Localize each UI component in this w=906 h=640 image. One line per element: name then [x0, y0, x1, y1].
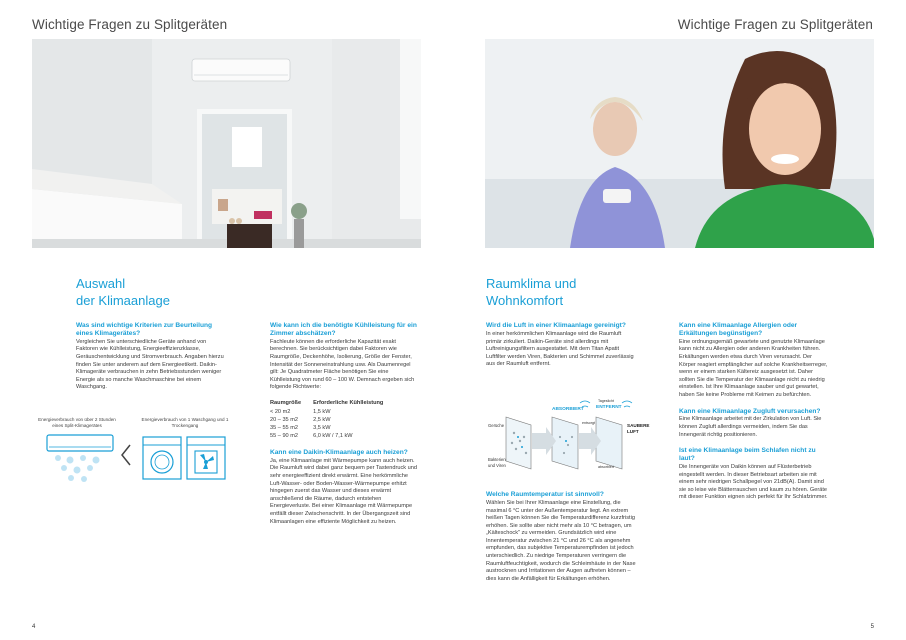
filter-label-absorbiert-small: absorbiert — [598, 465, 614, 469]
answer-criteria: Vergleichen Sie unterschiedliche Geräte anhand von Faktoren wie Kühlleistung, Energieeffizienzklasse, Geräuschentwicklung und Stromverbrauch. Angaben hierzu finden Sie unter anderem auf dem Energieetikett. Daikin-Klimageräte verbrauchen in zehn Betriebsstunden weniger Energie als so manche Waschmaschine bei einem Waschgang. — [76, 338, 224, 391]
less-than-icon — [122, 445, 130, 465]
table-header-power: Erforderliche Kühlleistung — [313, 399, 384, 406]
table-cell-power: 3,5 kW — [313, 424, 331, 431]
right-section-title-line1: Raumklima und — [486, 276, 577, 291]
left-section-title — [76, 276, 236, 309]
energy-label-washer: Energieverbrauch von 1 Waschgang und 1 Trockengang — [141, 417, 229, 428]
left-section-title-line2: der Klimaanlage — [76, 292, 170, 308]
energy-label-split: Energieverbrauch von über 2 Stunden eines Split-Klimagerätes — [38, 417, 116, 428]
question-air-cleaning: Wird die Luft in einer Klimaanlage gereinigt? — [486, 322, 626, 329]
dryer-icon — [187, 437, 225, 479]
left-header-title: Wichtige Fragen zu Splitgeräten — [32, 17, 228, 32]
question-room-temperature: Welche Raumtemperatur ist sinnvoll? — [486, 491, 604, 498]
table-row — [270, 433, 395, 441]
table-row — [270, 409, 395, 417]
question-allergies: Kann eine Klimaanlage Allergien oder Erkältungen begünstigen? — [679, 322, 798, 337]
question-cooling-capacity: Wie kann ich die benötigte Kühlleistung für ein Zimmer abschätzen? — [270, 322, 417, 337]
people-illustration — [485, 39, 874, 248]
filter-panel-1 — [506, 417, 531, 469]
left-section-title-line1: Auswahl — [76, 276, 126, 291]
right-page — [453, 0, 906, 640]
energy-icons — [33, 431, 233, 491]
question-sleep-noise: Ist eine Klimaanlage beim Schlafen nicht zu laut? — [679, 447, 816, 463]
question-criteria: Was sind wichtige Kriterien zur Beurteilung eines Klimagerätes? — [76, 322, 213, 337]
table-header-row — [270, 400, 395, 409]
room-size-table — [270, 400, 395, 441]
answer-air-cleaning: In einer herkömmlichen Klimaanlage wird die Raumluft primär zirkuliert. Daikin-Geräte sind allerdings mit Luftreinigungsfiltern ausgestattet. Mit dem Titan Apatit Luftfilter werden Viren, Bakterien und Schimmel zuverlässig aus der Raumluft entfernt. — [486, 330, 634, 368]
right-section-title — [486, 276, 646, 309]
table-cell-room: 35 – 55 m2 — [270, 424, 298, 431]
filter-panel-3 — [596, 417, 622, 469]
table-cell-power: 2,5 kW — [313, 416, 331, 423]
sun-rays-icon — [622, 401, 632, 407]
filter-label-tageslicht: Tageslicht — [598, 399, 614, 403]
answer-room-temperature: Wählen Sie bei Ihrer Klimaanlage eine Einstellung, die maximal 6 °C unter der Außentemperatur liegt. An extrem heißen Tagen können Sie die Temperaturdifferenz kurzfristig erhöhen. Sie sollte aber nicht mehr als 10 °C betragen, um „Kälteschock" zu vermeiden. Grundsätzlich wird eine Innentemperatur zwischen 21 °C und 26 °C als angenehm empfunden, das subjektive Temperaturempfinden ist jedoch unterschiedlich. Zu niedrige Temperaturen verringern die Raumluftfeuchtigkeit, wodurch die Schleimhäute in der Nase austrocknen und Irritationen der Augen auftreten können – dies kann die Anfälligkeit für Erkältungen erhöhen. — [486, 499, 636, 582]
right-page-number: 5 — [870, 624, 874, 630]
filter-label-entfernt: ENTFERNT — [596, 405, 622, 410]
filter-diagram — [486, 397, 651, 472]
people-photo — [485, 39, 874, 248]
right-header-title: Wichtige Fragen zu Splitgeräten — [677, 17, 873, 32]
energy-comparison-graphic — [33, 417, 233, 492]
bedroom-illustration — [32, 39, 421, 248]
answer-sleep-noise: Die Innengeräte von Daikin können auf Flüsterbetrieb eingestellt werden. In dieser Betriebsart arbeiten sie mit einem sehr niedrigen Schallpegel von 21dB(A). Damit sind sie so leise wie Blätterrauschen und kaum zu hören. Geräte mit dieser Funktion eignen sich perfekt für Ihr Schlafzimmer. — [679, 464, 828, 501]
answer-heating: Ja, eine Klimaanlage mit Wärmepumpe kann auch heizen. Die Raumluft wird dabei ganz bequem per Tastendruck und sehr energieeffizient direkt erwärmt. Eine herkömmliche Luft-Wasser- oder Boden-Wasser-Wärmepumpe erhitzt hingegen zuerst das Wasser und dieses erwärmt anschließend die Räume, dadurch entstehen Energieverluste. Bei einer Klimaanlage mit Wärmepumpe entfällt dieser Zwischenschritt. In der Übergangszeit sind Klimaanlagen eine effiziente Möglichkeit zu heizen. — [270, 457, 417, 525]
filter-panel-2 — [552, 417, 578, 469]
right-column-1 — [486, 322, 636, 377]
filter-label-absorbiert: ABSORBIERT — [552, 407, 584, 412]
table-cell-power: 1,5 kW — [313, 408, 331, 415]
filter-label-bakterien: Bakterien — [488, 457, 506, 462]
filter-label-entsorgt: entsorgt — [582, 421, 595, 425]
question-heating: Kann eine Daikin-Klimaanlage auch heizen? — [270, 448, 408, 456]
left-column-1 — [76, 322, 226, 400]
table-row — [270, 417, 395, 425]
table-cell-room: < 20 m2 — [270, 408, 291, 415]
right-column-1-lower — [486, 491, 636, 591]
bedroom-photo — [32, 39, 421, 248]
washing-machine-icon — [143, 437, 181, 479]
question-draft: Kann eine Klimaanlage Zugluft verursachen? — [679, 407, 821, 415]
filter-label-saubere: SAUBERE — [627, 423, 650, 428]
table-cell-room: 55 – 90 m2 — [270, 432, 298, 439]
split-unit-icon — [47, 435, 113, 482]
left-column-2 — [270, 322, 420, 534]
answer-draft: Eine Klimaanlage arbeitet mit der Zirkulation von Luft. Sie können Zugluft allerdings vermeiden, indem Sie das Innengerät richtig positionieren. — [679, 416, 822, 438]
answer-cooling-capacity: Fachleute können die erforderliche Kapazität exakt berechnen. Sie berücksichtigen dabei Faktoren wie Raumgröße, Deckenhöhe, Isolierung, Größe der Fenster, Intensität der Sonneneinstrahlung usw. Als Daumenregel gilt: Je Quadratmeter Fläche benötigen Sie eine Kühlleistung von rund 60 – 100 W. Demnach ergeben sich folgende Richtwerte: — [270, 338, 415, 391]
table-header-room: Raumgröße — [270, 399, 302, 406]
answer-allergies: Eine ordnungsgemäß gewartete und genutzte Klimaanlage kann nicht zu Allergien oder anderen Krankheiten führen. Erkältungen werden etwa durch Viren verursacht. Der Körper reagiert empfänglicher auf solche Krankheitserreger, wenn er einem starken Kältereiz ausgesetzt ist. Daher sollten Sie die Temperatur der Klimaanlage nicht zu niedrig einstellen. Ist Ihre Klimaanlage sauber und gut gewartet, haben Sie keine Probleme mit Keimen zu befürchten. — [679, 338, 828, 398]
right-column-2 — [679, 322, 829, 510]
table-cell-room: 20 – 35 m2 — [270, 416, 298, 423]
table-cell-power: 6,0 kW / 7,1 kW — [313, 432, 353, 439]
filter-label-luft: LUFT — [627, 429, 639, 434]
table-row — [270, 425, 395, 433]
filter-label-und-viren: und Viren — [488, 463, 506, 468]
right-section-title-line2: Wohnkomfort — [486, 292, 564, 308]
left-page-number: 4 — [32, 624, 36, 630]
filter-label-gerueche: Gerüche — [488, 423, 505, 428]
